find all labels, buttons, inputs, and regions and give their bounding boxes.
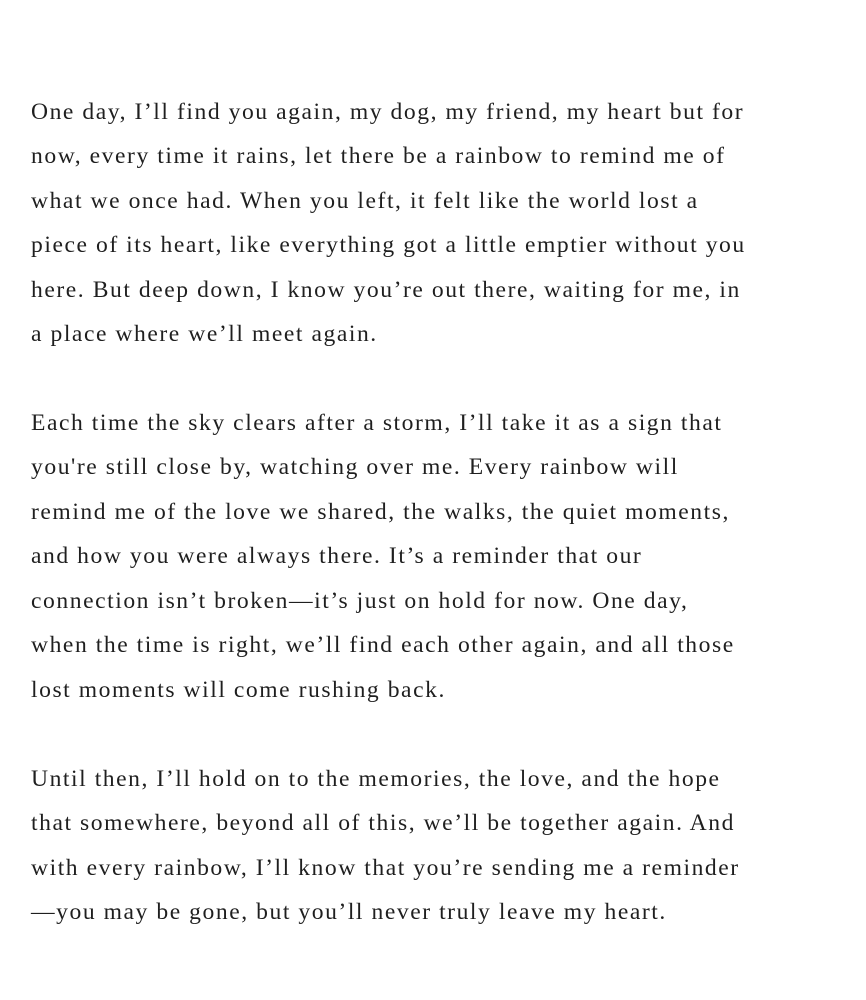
text-line: Each time the sky clears after a storm, I’ll take it as a sign that (31, 410, 723, 436)
text-line: a place where we’ll meet again. (31, 321, 378, 347)
text-line: —you may be gone, but you’ll never truly leave my heart. (31, 899, 667, 925)
text-line: connection isn’t broken—it’s just on hold for now. One day, (31, 588, 689, 614)
text-line: that somewhere, beyond all of this, we’ll be together again. And (31, 810, 735, 836)
text-line: remind me of the love we shared, the walks, the quiet moments, (31, 499, 730, 525)
text-line: piece of its heart, like everything got a little emptier without you (31, 232, 746, 258)
text-line: you're still close by, watching over me. Every rainbow will (31, 454, 679, 480)
text-line: and how you were always there. It’s a reminder that our (31, 543, 643, 569)
text-line: Until then, I’ll hold on to the memories, the love, and the hope (31, 766, 721, 792)
text-line: One day, I’ll find you again, my dog, my friend, my heart but for (31, 99, 745, 125)
text-line: when the time is right, we’ll find each other again, and all those (31, 632, 735, 658)
text-line: what we once had. When you left, it felt like the world lost a (31, 188, 699, 214)
text-line: here. But deep down, I know you’re out there, waiting for me, in (31, 277, 741, 303)
text-line: now, every time it rains, let there be a rainbow to remind me of (31, 143, 726, 169)
text-line: with every rainbow, I’ll know that you’re sending me a reminder (31, 855, 740, 881)
text-line: lost moments will come rushing back. (31, 677, 446, 703)
